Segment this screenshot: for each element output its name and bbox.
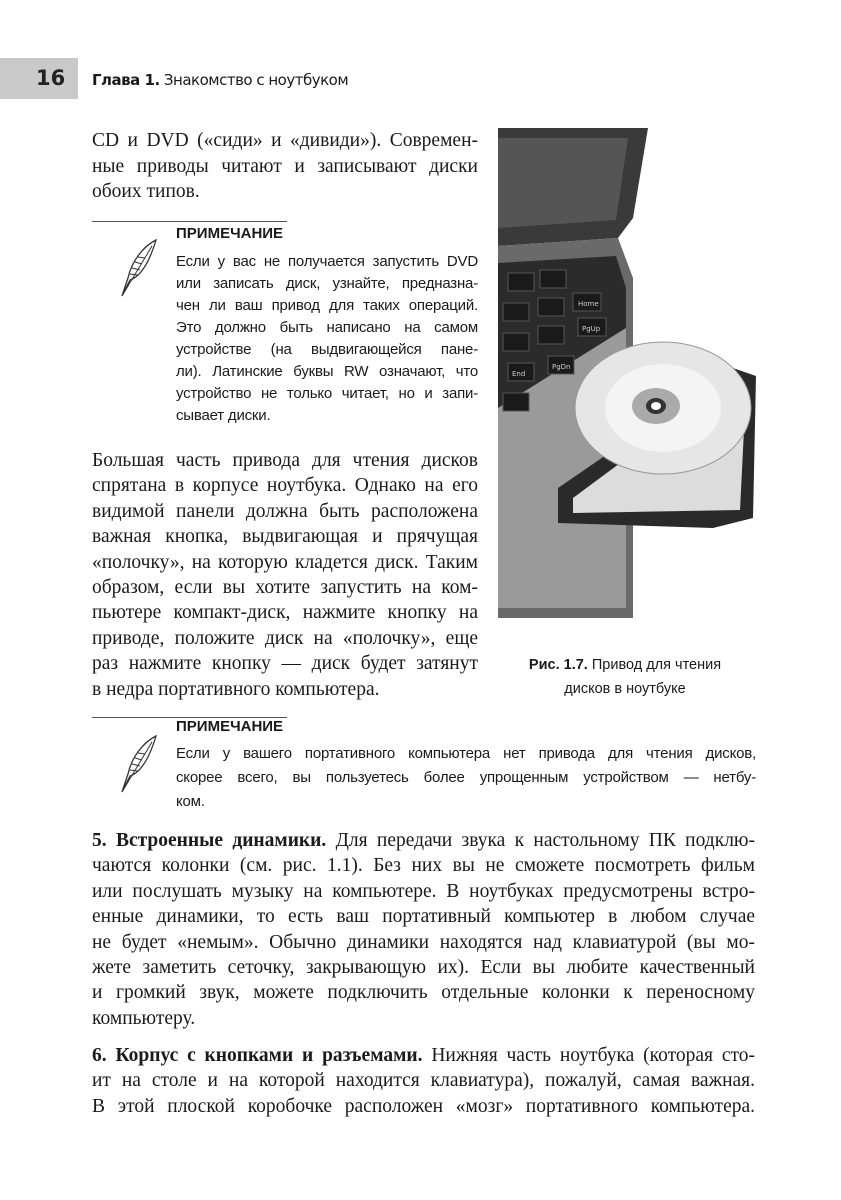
text-line: скорее всего, вы пользуетесь более упрощенным устройством — нетбу-: [176, 769, 756, 786]
section-heading: 6. Корпус с кнопками и разъемами.: [92, 1045, 423, 1066]
text-line: или послушать музыку на компьютере. В ноутбуках предусмотрены встро-: [92, 880, 755, 902]
text-line: пьютере компакт-диск, нажмите кнопку на: [92, 602, 478, 624]
text-line: жете заметить сеточку, закрывающую их). Если вы любите качественный: [92, 957, 755, 979]
feather-icon: [118, 734, 160, 796]
note-1-body: [176, 251, 478, 427]
key-label: PgDn: [552, 363, 571, 371]
text-line: Большая часть привода для чтения дисков: [92, 450, 478, 471]
paragraph-1: [92, 128, 478, 205]
text-line: Нижняя часть ноутбука (которая сто-: [422, 1045, 755, 1066]
text-line: чен ли ваш привод для таких операций.: [176, 297, 478, 314]
paragraph-5: [92, 828, 755, 1031]
running-header: [92, 71, 348, 89]
page-number: 16: [36, 66, 66, 90]
text-line: Для передачи звука к настольному ПК подклю-: [326, 830, 755, 851]
text-line: образом, если вы хотите запустить на ком-: [92, 577, 478, 599]
text-line: важная кнопка, выдвигающая и прячущая: [92, 526, 478, 548]
section-heading: 5. Встроенные динамики.: [92, 830, 327, 851]
text-line: не будет «немым». Обычно динамики находятся над клавиатурой (вы мо-: [92, 931, 755, 953]
figure-caption: [505, 653, 745, 701]
text-line: чаются колонки (см. рис. 1.1). Без них вы не сможете посмотреть фильм: [92, 855, 755, 877]
text-line: в недра портативного компьютера.: [92, 678, 380, 700]
chapter-title: Знакомство с ноутбуком: [163, 71, 349, 89]
text-line: компьютеру.: [92, 1007, 196, 1029]
text-line: раз нажмите кнопку — диск будет затянут: [92, 653, 478, 675]
note-title: ПРИМЕЧАНИЕ: [176, 225, 284, 242]
text-line: приводе, положите диск на «полочку», еще: [92, 627, 478, 649]
key-label: Home: [578, 300, 599, 308]
text-line: устройство не только читает, но и запи-: [176, 385, 478, 402]
key-label: End: [512, 370, 526, 378]
note-2-body: [176, 742, 756, 814]
figure-label: Рис. 1.7.: [528, 657, 588, 673]
text-line: и громкий звук, можете подключить отдельные колонки к переносному: [92, 982, 755, 1004]
text-line: Если у вас не получается запустить DVD: [176, 253, 478, 270]
text-line: Это должно быть написано на самом: [176, 319, 478, 336]
note-rule: [92, 221, 287, 222]
caption-text: дисков в ноутбуке: [564, 681, 686, 697]
text-line: ком.: [176, 793, 205, 810]
text-line: Если у вашего портативного компьютера нет привода для чтения дисков,: [176, 745, 756, 762]
text-line: обоих типов.: [92, 181, 200, 202]
text-line: сывает диски.: [176, 407, 271, 424]
laptop-drive-photo: [498, 128, 760, 618]
text-line: спрятана в корпусе ноутбука. Однако на его: [92, 475, 478, 497]
note-title: ПРИМЕЧАНИЕ: [176, 718, 284, 735]
chapter-label: Глава 1.: [92, 71, 160, 89]
text-line: или записать диск, узнайте, предназна-: [176, 275, 478, 292]
text-line: видимой панели должна быть расположена: [92, 500, 478, 522]
text-line: «полочку», на которую кладется диск. Таким: [92, 551, 478, 573]
text-line: устройстве (на выдвигающейся пане-: [176, 341, 478, 358]
text-line: CD и DVD («сиди» и «дивиди»). Современ-: [92, 130, 478, 151]
text-line: В этой плоской коробочке расположен «мозг» портативного компьютера.: [92, 1095, 755, 1117]
text-line: ит на столе и на которой находится клавиатура), пожалуй, самая важная.: [92, 1070, 755, 1092]
text-line: ные приводы читают и записывают диски: [92, 155, 478, 177]
text-line: енные динамики, то есть ваш портативный компьютер в любом случае: [92, 906, 755, 928]
feather-icon: [118, 238, 160, 300]
paragraph-6: [92, 1043, 755, 1119]
caption-text: Привод для чтения: [591, 657, 722, 673]
text-line: ли). Латинские буквы RW означают, что: [176, 363, 478, 380]
key-label: PgUp: [582, 325, 601, 333]
paragraph-2: [92, 448, 478, 702]
